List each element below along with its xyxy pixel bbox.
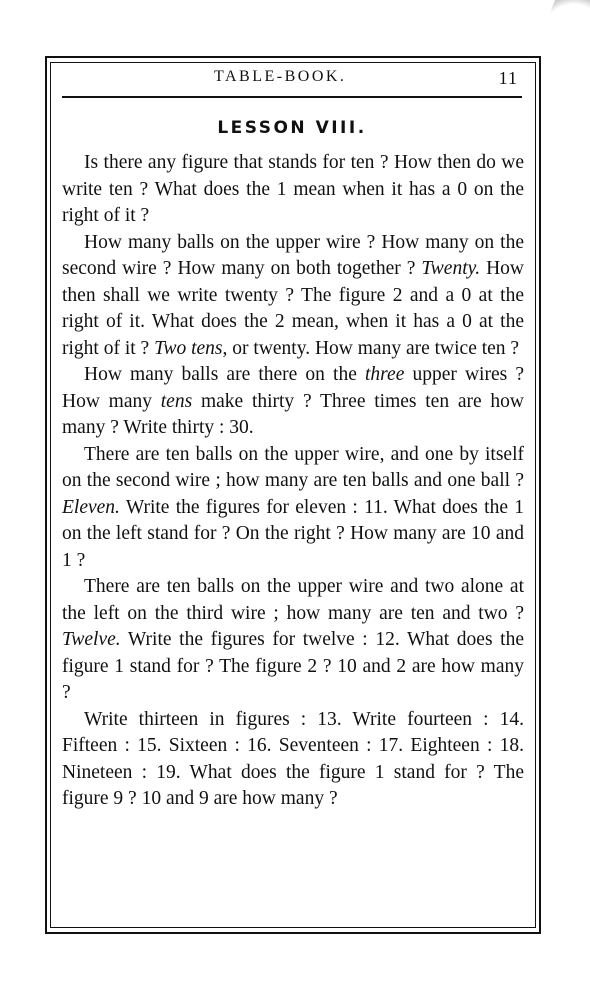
header-rule bbox=[62, 96, 522, 98]
paragraph bbox=[62, 442, 524, 575]
text-run: upper wires ? How many bbox=[62, 364, 524, 412]
lesson-title: LESSON VIII. bbox=[217, 118, 367, 138]
paragraph bbox=[62, 150, 524, 230]
text-run: How then shall we write twenty ? The figure 2 and a 0 at the right of it. What does the 2 mean, when it has a 0 at the right of it ? bbox=[62, 258, 524, 359]
text-run: How many balls are there on the bbox=[84, 364, 365, 385]
text-run: Is there any figure that stands for ten ? How then do we write ten ? What does the 1 mean when it has a 0 on the right of it ? bbox=[62, 152, 524, 226]
italic-text: three bbox=[365, 364, 405, 385]
text-run: , or twenty. How many are twice ten ? bbox=[222, 337, 520, 359]
paragraph bbox=[62, 362, 524, 442]
paragraph bbox=[62, 707, 524, 813]
text-run: There are ten balls on the upper wire and two alone at the left on the third wire ; how many are ten and two ? bbox=[62, 576, 524, 624]
running-title: TABLE-BOOK. bbox=[214, 68, 347, 85]
text-run: There are ten balls on the upper wire, and one by itself on the second wire ; how many are ten balls and one ball ? bbox=[62, 443, 524, 491]
text-run: Write the figures for eleven : 11. What does the 1 on the left stand for ? On the right ? How many are 10 and 1 ? bbox=[62, 496, 524, 571]
italic-text: Twelve. bbox=[62, 629, 121, 650]
italic-text: Twenty. bbox=[421, 258, 481, 279]
text-run: make thirty ? Three times ten are how many ? Write thirty : 30. bbox=[62, 390, 524, 438]
italic-text: Eleven. bbox=[62, 496, 120, 518]
running-header bbox=[62, 66, 522, 92]
italic-text: tens bbox=[160, 390, 193, 412]
paragraph bbox=[62, 574, 524, 707]
text-run: Write the figures for twelve : 12. What does the figure 1 stand for ? The figure 2 ? 10 and 2 are how many ? bbox=[62, 629, 524, 703]
lesson-body bbox=[62, 150, 524, 813]
page-number: 11 bbox=[498, 68, 518, 88]
paragraph bbox=[62, 230, 524, 363]
text-run: How many balls on the upper wire ? How many on the second wire ? How many on both together ? bbox=[62, 231, 524, 279]
page-corner-shadow bbox=[550, 0, 590, 60]
italic-text: Two tens bbox=[154, 337, 223, 359]
text-run: Write thirteen in figures : 13. Write fourteen : 14. Fifteen : 15. Sixteen : 16. Seventeen : 17. Eighteen : 18. Nineteen : 19. What does the figure 1 stand for ? The figure 9 ? 10 and 9 are how many ? bbox=[62, 708, 524, 809]
